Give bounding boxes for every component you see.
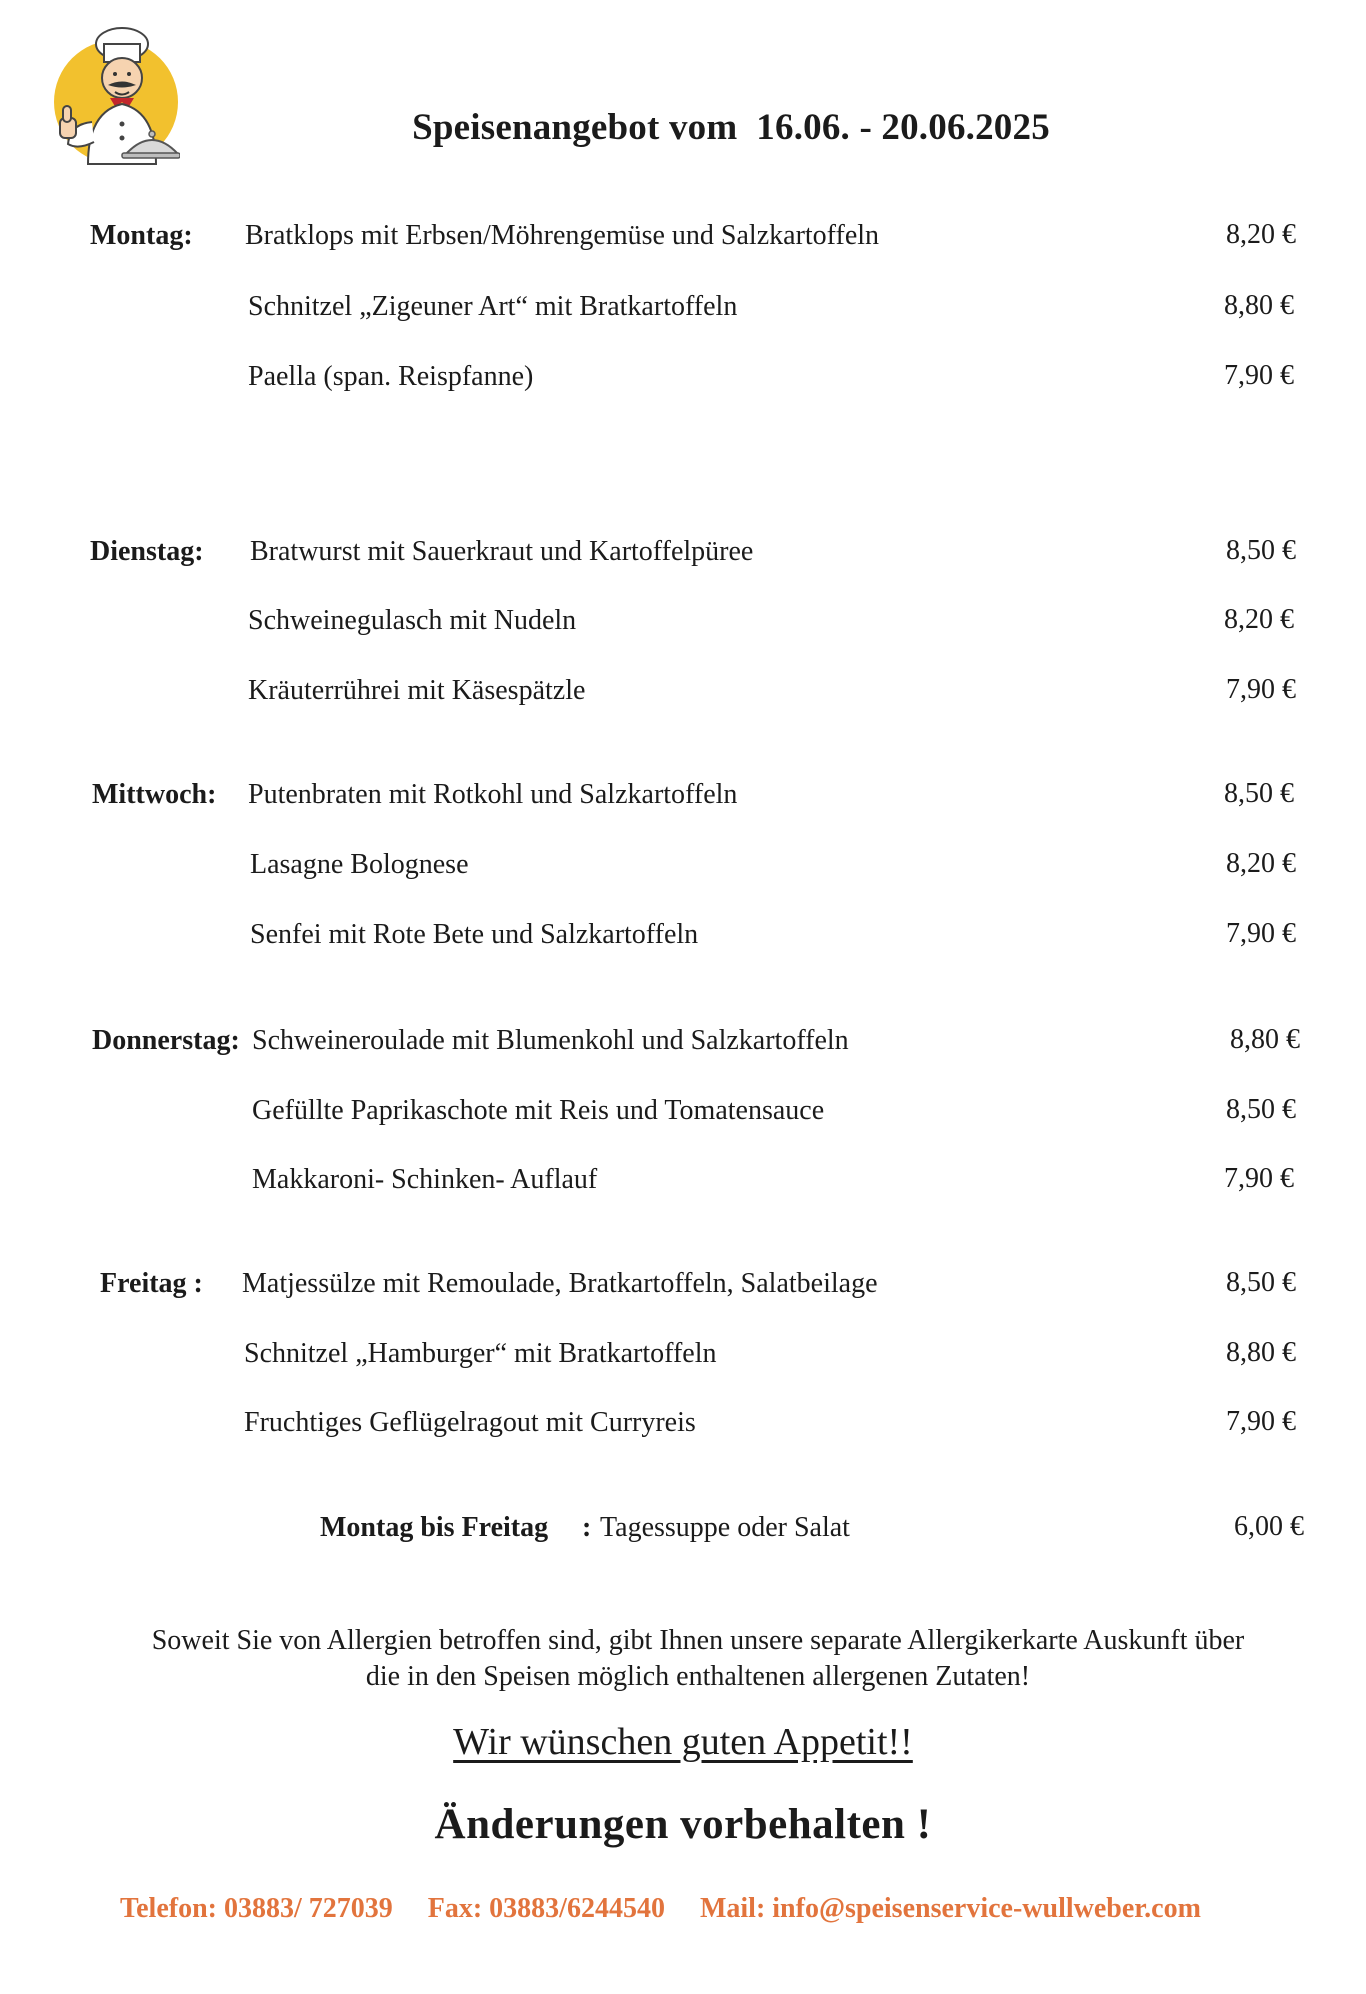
dish-price: 7,90 € — [1224, 1163, 1294, 1194]
dish-name: Lasagne Bolognese — [250, 849, 469, 880]
allergy-line: Soweit Sie von Allergien betroffen sind, gibt Ihnen unsere separate Allergikerkarte Auskunft über — [151, 1625, 1245, 1656]
dish-price: 8,20 € — [1226, 848, 1296, 879]
dish-price: 8,80 € — [1230, 1024, 1300, 1055]
dish-name: Schnitzel „Zigeuner Art“ mit Bratkartoffeln — [248, 291, 738, 322]
dish-price: 8,20 € — [1224, 604, 1294, 635]
dish-name: Senfei mit Rote Bete und Salzkartoffeln — [250, 919, 699, 950]
daily-label: Montag bis Freitag — [320, 1512, 549, 1543]
day-label-freitag: Freitag : — [100, 1268, 203, 1299]
dish-price: 7,90 € — [1226, 674, 1296, 705]
dish-name: Bratklops mit Erbsen/Möhrengemüse und Salzkartoffeln — [245, 220, 880, 251]
daily-separator: : — [582, 1512, 592, 1543]
dish-price: 8,50 € — [1226, 1267, 1296, 1298]
dish-price: 8,50 € — [1226, 1094, 1296, 1125]
contact-line — [120, 1893, 1229, 1925]
allergy-line: die in den Speisen möglich enthaltenen allergenen Zutaten! — [365, 1661, 1031, 1692]
day-label-mittwoch: Mittwoch: — [92, 779, 217, 810]
dish-price: 8,50 € — [1226, 535, 1296, 566]
title-text: Speisenangebot vom 16.06. - 20.06.2025 — [412, 107, 1050, 148]
dish-price: 8,20 € — [1226, 219, 1296, 250]
dish-name: Schweineroulade mit Blumenkohl und Salzkartoffeln — [252, 1025, 849, 1056]
dish-name: Matjessülze mit Remoulade, Bratkartoffeln, Salatbeilage — [242, 1268, 878, 1299]
dish-name: Schweinegulasch mit Nudeln — [248, 605, 577, 636]
dish-price: 7,90 € — [1226, 918, 1296, 949]
dish-price: 8,80 € — [1224, 290, 1294, 321]
dish-name: Fruchtiges Geflügelragout mit Curryreis — [244, 1407, 696, 1438]
dish-name: Paella (span. Reispfanne) — [248, 361, 534, 392]
dish-name: Putenbraten mit Rotkohl und Salzkartoffeln — [248, 779, 738, 810]
page-title — [0, 106, 1366, 149]
appetit-text: Wir wünschen guten Appetit!! — [453, 1721, 913, 1763]
contact-phone: Telefon: 03883/ 727039 — [120, 1893, 393, 1924]
day-label-montag: Montag: — [90, 220, 193, 251]
dish-price: 7,90 € — [1226, 1406, 1296, 1437]
dish-name: Schnitzel „Hamburger“ mit Bratkartoffeln — [244, 1338, 717, 1369]
contact-fax: Fax: 03883/6244540 — [427, 1893, 665, 1924]
dish-price: 8,80 € — [1226, 1337, 1296, 1368]
dish-name: Makkaroni- Schinken- Auflauf — [252, 1164, 598, 1195]
daily-price: 6,00 € — [1234, 1511, 1304, 1542]
day-label-dienstag: Dienstag: — [90, 536, 204, 567]
day-label-donnerstag: Donnerstag: — [92, 1025, 240, 1056]
dish-name: Kräuterrührei mit Käsespätzle — [248, 675, 586, 706]
dish-name: Bratwurst mit Sauerkraut und Kartoffelpüree — [250, 536, 754, 567]
allergy-note — [80, 1623, 1316, 1695]
changes-notice: Änderungen vorbehalten ! — [434, 1801, 932, 1848]
contact-mail[interactable]: Mail: info@speisenservice-wullweber.com — [699, 1893, 1201, 1924]
dish-name: Gefüllte Paprikaschote mit Reis und Tomatensauce — [252, 1095, 825, 1126]
dish-price: 8,50 € — [1224, 778, 1294, 809]
dish-price: 7,90 € — [1224, 360, 1294, 391]
daily-dish: Tagessuppe oder Salat — [600, 1512, 850, 1543]
